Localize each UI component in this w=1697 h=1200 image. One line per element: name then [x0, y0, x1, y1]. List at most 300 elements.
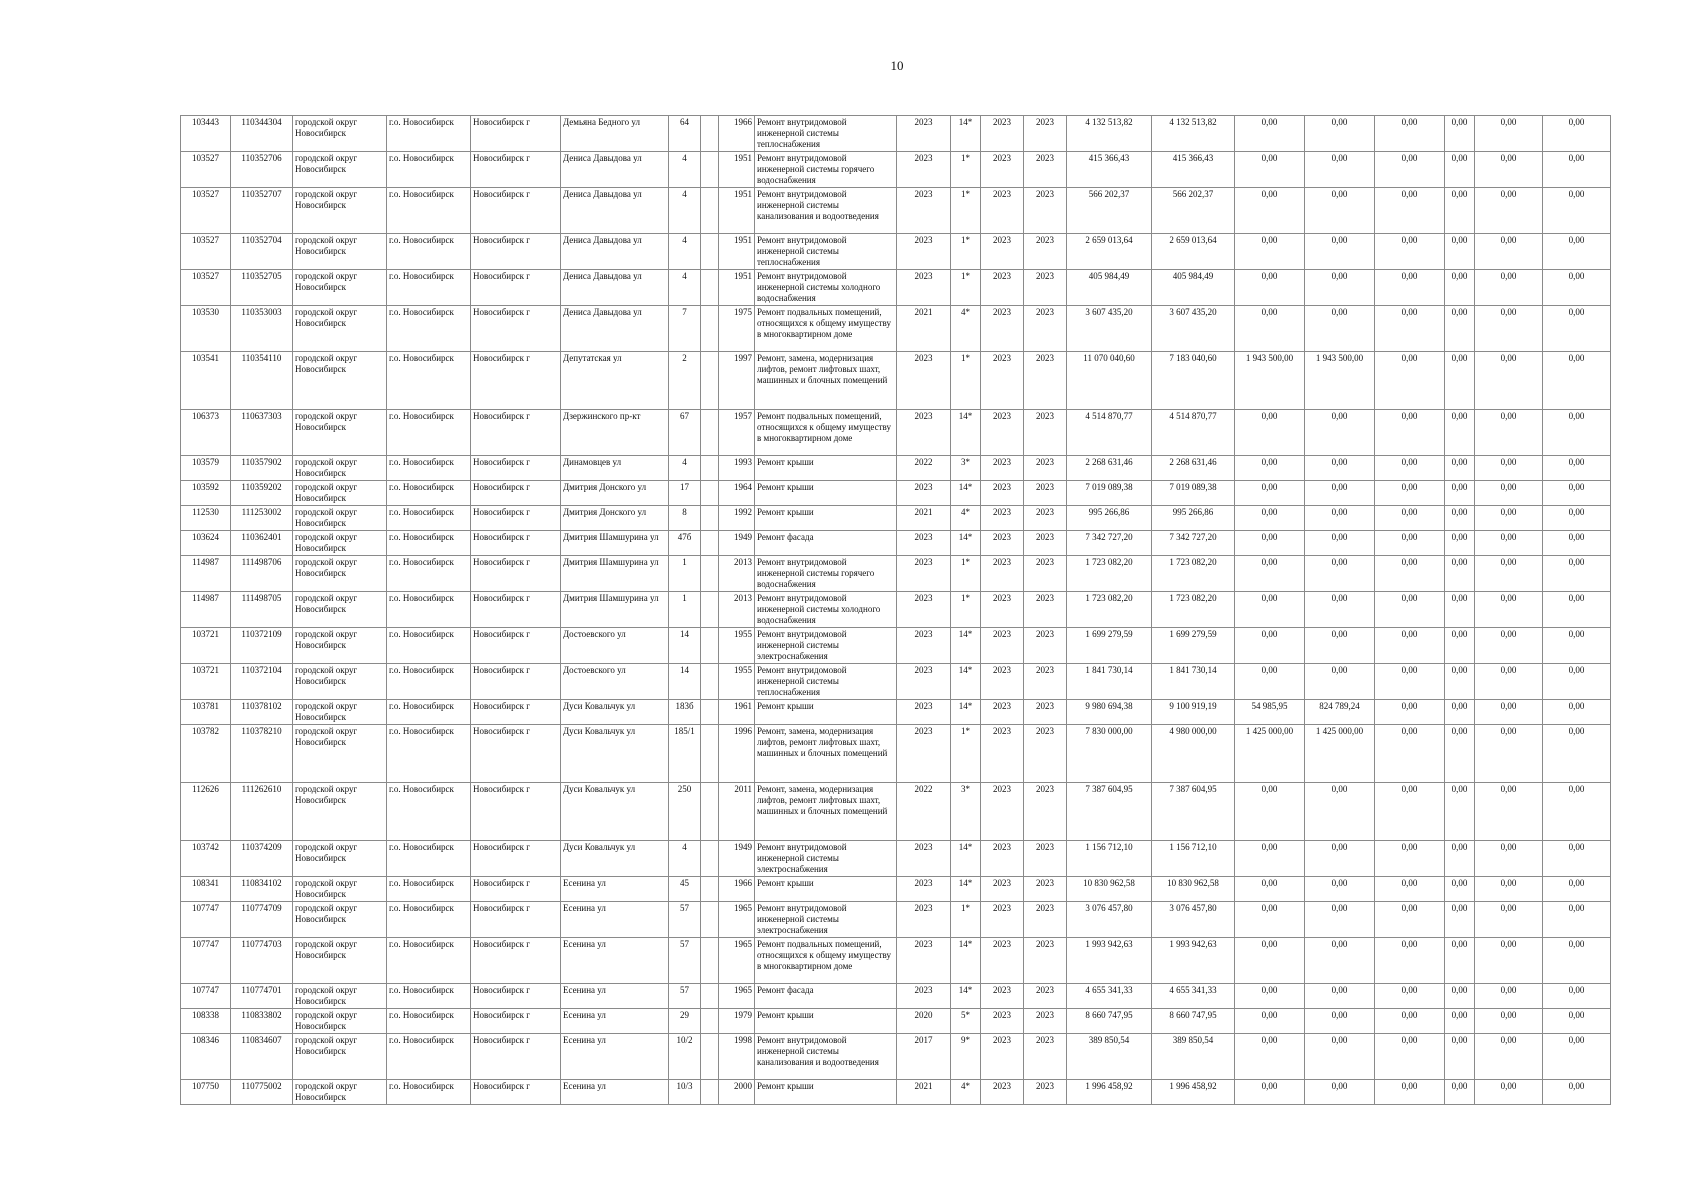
cell-fund-6: 0,00 [1543, 841, 1611, 877]
cell-total: 2 659 013,64 [1067, 234, 1152, 270]
cell-okrug: городской округ Новосибирск [293, 234, 387, 270]
cell-fund-5: 0,00 [1475, 938, 1543, 984]
cell-mark: 1* [951, 725, 981, 783]
cell-street: Есенина ул [561, 902, 669, 938]
cell-street: Есенина ул [561, 1080, 669, 1105]
cell-fund-3: 0,00 [1375, 234, 1445, 270]
cell-mark: 14* [951, 841, 981, 877]
cell-year-start: 2023 [981, 531, 1024, 556]
cell-fund-2: 0,00 [1305, 1034, 1375, 1080]
cell-extra [701, 700, 719, 725]
cell-extra [701, 783, 719, 841]
cell-fund-5: 0,00 [1475, 152, 1543, 188]
cell-house: 8 [669, 506, 701, 531]
cell-code: 110352706 [231, 152, 293, 188]
cell-city: Новосибирск г [471, 592, 561, 628]
cell-fund-4: 0,00 [1445, 531, 1475, 556]
cell-year: 2011 [719, 783, 755, 841]
cell-fund-1: 0,00 [1235, 628, 1305, 664]
cell-total: 1 156 712,10 [1067, 841, 1152, 877]
cell-fund-4: 0,00 [1445, 506, 1475, 531]
cell-house: 29 [669, 1009, 701, 1034]
cell-fund-1: 0,00 [1235, 1009, 1305, 1034]
cell-extra [701, 628, 719, 664]
cell-id: 103742 [181, 841, 231, 877]
cell-code: 110352705 [231, 270, 293, 306]
table-row [181, 188, 1611, 234]
cell-plan: 2021 [897, 506, 951, 531]
cell-street: Депутатская ул [561, 352, 669, 410]
repair-registry-table [180, 115, 1611, 1105]
cell-code: 110352704 [231, 234, 293, 270]
cell-house: 185/1 [669, 725, 701, 783]
cell-fund: 389 850,54 [1152, 1034, 1235, 1080]
cell-street: Дуси Ковальчук ул [561, 841, 669, 877]
cell-fund-2: 0,00 [1305, 938, 1375, 984]
cell-work: Ремонт, замена, модернизация лифтов, ремонт лифтовых шахт, машинных и блочных помещений [755, 783, 897, 841]
cell-go: г.о. Новосибирск [387, 188, 471, 234]
cell-go: г.о. Новосибирск [387, 1080, 471, 1105]
cell-total: 389 850,54 [1067, 1034, 1152, 1080]
cell-city: Новосибирск г [471, 152, 561, 188]
table-row [181, 456, 1611, 481]
cell-fund-1: 1 425 000,00 [1235, 725, 1305, 783]
cell-year-end: 2023 [1024, 664, 1067, 700]
cell-mark: 14* [951, 938, 981, 984]
cell-fund-2: 1 425 000,00 [1305, 725, 1375, 783]
cell-fund-4: 0,00 [1445, 306, 1475, 352]
cell-fund-5: 0,00 [1475, 664, 1543, 700]
cell-year-start: 2023 [981, 938, 1024, 984]
cell-work: Ремонт внутридомовой инженерной системы холодного водоснабжения [755, 270, 897, 306]
table-row [181, 410, 1611, 456]
table-row [181, 152, 1611, 188]
cell-plan: 2023 [897, 410, 951, 456]
cell-id: 112530 [181, 506, 231, 531]
cell-fund-5: 0,00 [1475, 877, 1543, 902]
cell-total: 415 366,43 [1067, 152, 1152, 188]
cell-code: 110359202 [231, 481, 293, 506]
cell-fund-6: 0,00 [1543, 116, 1611, 152]
cell-work: Ремонт крыши [755, 700, 897, 725]
cell-extra [701, 902, 719, 938]
cell-house: 64 [669, 116, 701, 152]
cell-fund-3: 0,00 [1375, 270, 1445, 306]
cell-id: 103624 [181, 531, 231, 556]
cell-fund: 405 984,49 [1152, 270, 1235, 306]
cell-year-start: 2023 [981, 877, 1024, 902]
cell-mark: 14* [951, 664, 981, 700]
cell-fund-5: 0,00 [1475, 234, 1543, 270]
cell-fund-4: 0,00 [1445, 410, 1475, 456]
cell-year: 1966 [719, 116, 755, 152]
cell-fund-2: 0,00 [1305, 1009, 1375, 1034]
table-row [181, 352, 1611, 410]
cell-year-start: 2023 [981, 188, 1024, 234]
cell-fund-5: 0,00 [1475, 188, 1543, 234]
cell-code: 110774703 [231, 938, 293, 984]
cell-extra [701, 410, 719, 456]
cell-fund-1: 0,00 [1235, 1034, 1305, 1080]
cell-fund-2: 824 789,24 [1305, 700, 1375, 725]
cell-year-end: 2023 [1024, 700, 1067, 725]
cell-code: 111262610 [231, 783, 293, 841]
cell-fund-3: 0,00 [1375, 664, 1445, 700]
cell-work: Ремонт крыши [755, 481, 897, 506]
cell-fund-1: 0,00 [1235, 234, 1305, 270]
cell-year: 1955 [719, 628, 755, 664]
cell-mark: 3* [951, 783, 981, 841]
table-row [181, 556, 1611, 592]
cell-work: Ремонт внутридомовой инженерной системы электроснабжения [755, 628, 897, 664]
cell-fund-3: 0,00 [1375, 352, 1445, 410]
cell-id: 108346 [181, 1034, 231, 1080]
cell-work: Ремонт внутридомовой инженерной системы теплоснабжения [755, 664, 897, 700]
cell-fund-4: 0,00 [1445, 116, 1475, 152]
cell-year-start: 2023 [981, 1034, 1024, 1080]
cell-extra [701, 116, 719, 152]
cell-year-end: 2023 [1024, 306, 1067, 352]
cell-street: Дмитрия Донского ул [561, 506, 669, 531]
cell-work: Ремонт внутридомовой инженерной системы горячего водоснабжения [755, 556, 897, 592]
cell-id: 107747 [181, 984, 231, 1009]
cell-okrug: городской округ Новосибирск [293, 592, 387, 628]
cell-code: 110834102 [231, 877, 293, 902]
cell-work: Ремонт крыши [755, 506, 897, 531]
cell-street: Дмитрия Шамшурина ул [561, 556, 669, 592]
cell-street: Дениса Давыдова ул [561, 270, 669, 306]
cell-total: 1 996 458,92 [1067, 1080, 1152, 1105]
table-row [181, 592, 1611, 628]
cell-house: 14 [669, 664, 701, 700]
cell-year: 1951 [719, 234, 755, 270]
table-row [181, 628, 1611, 664]
table-row [181, 1009, 1611, 1034]
cell-code: 110834607 [231, 1034, 293, 1080]
cell-okrug: городской округ Новосибирск [293, 152, 387, 188]
cell-extra [701, 152, 719, 188]
cell-mark: 5* [951, 1009, 981, 1034]
cell-street: Есенина ул [561, 877, 669, 902]
cell-year-start: 2023 [981, 306, 1024, 352]
cell-city: Новосибирск г [471, 902, 561, 938]
cell-total: 7 342 727,20 [1067, 531, 1152, 556]
cell-fund-3: 0,00 [1375, 1080, 1445, 1105]
cell-id: 108338 [181, 1009, 231, 1034]
cell-code: 111498705 [231, 592, 293, 628]
cell-okrug: городской округ Новосибирск [293, 556, 387, 592]
cell-extra [701, 938, 719, 984]
cell-fund-3: 0,00 [1375, 456, 1445, 481]
cell-city: Новосибирск г [471, 1009, 561, 1034]
cell-fund-3: 0,00 [1375, 841, 1445, 877]
cell-plan: 2021 [897, 1080, 951, 1105]
cell-city: Новосибирск г [471, 352, 561, 410]
cell-okrug: городской округ Новосибирск [293, 481, 387, 506]
cell-go: г.о. Новосибирск [387, 270, 471, 306]
cell-fund-6: 0,00 [1543, 456, 1611, 481]
cell-year-start: 2023 [981, 1080, 1024, 1105]
cell-year: 1965 [719, 902, 755, 938]
cell-year-start: 2023 [981, 152, 1024, 188]
cell-fund-4: 0,00 [1445, 628, 1475, 664]
cell-year-end: 2023 [1024, 877, 1067, 902]
cell-extra [701, 456, 719, 481]
cell-go: г.о. Новосибирск [387, 352, 471, 410]
cell-fund-2: 0,00 [1305, 456, 1375, 481]
cell-year-start: 2023 [981, 664, 1024, 700]
cell-fund-1: 0,00 [1235, 877, 1305, 902]
cell-code: 110775002 [231, 1080, 293, 1105]
cell-code: 110774701 [231, 984, 293, 1009]
cell-fund: 415 366,43 [1152, 152, 1235, 188]
table-row [181, 506, 1611, 531]
cell-year: 1997 [719, 352, 755, 410]
cell-fund-6: 0,00 [1543, 700, 1611, 725]
cell-fund-6: 0,00 [1543, 234, 1611, 270]
cell-city: Новосибирск г [471, 270, 561, 306]
cell-year-start: 2023 [981, 700, 1024, 725]
cell-fund-4: 0,00 [1445, 664, 1475, 700]
page-number: 10 [890, 58, 904, 73]
cell-plan: 2023 [897, 877, 951, 902]
cell-extra [701, 1009, 719, 1034]
cell-id: 112626 [181, 783, 231, 841]
cell-okrug: городской округ Новосибирск [293, 700, 387, 725]
cell-okrug: городской округ Новосибирск [293, 456, 387, 481]
cell-fund-6: 0,00 [1543, 306, 1611, 352]
cell-house: 47б [669, 531, 701, 556]
cell-fund-3: 0,00 [1375, 628, 1445, 664]
cell-year-end: 2023 [1024, 1080, 1067, 1105]
table-row [181, 306, 1611, 352]
cell-fund-5: 0,00 [1475, 592, 1543, 628]
cell-extra [701, 1034, 719, 1080]
cell-go: г.о. Новосибирск [387, 506, 471, 531]
cell-id: 103781 [181, 700, 231, 725]
cell-year-start: 2023 [981, 902, 1024, 938]
cell-extra [701, 270, 719, 306]
cell-fund-1: 0,00 [1235, 306, 1305, 352]
cell-mark: 4* [951, 1080, 981, 1105]
cell-fund-3: 0,00 [1375, 306, 1445, 352]
cell-work: Ремонт внутридомовой инженерной системы холодного водоснабжения [755, 592, 897, 628]
cell-fund-2: 0,00 [1305, 877, 1375, 902]
cell-fund-2: 0,00 [1305, 556, 1375, 592]
cell-fund-1: 0,00 [1235, 481, 1305, 506]
cell-okrug: городской округ Новосибирск [293, 306, 387, 352]
cell-fund-6: 0,00 [1543, 531, 1611, 556]
cell-extra [701, 506, 719, 531]
cell-fund-6: 0,00 [1543, 783, 1611, 841]
cell-plan: 2023 [897, 725, 951, 783]
cell-fund-4: 0,00 [1445, 984, 1475, 1009]
cell-fund-4: 0,00 [1445, 700, 1475, 725]
table-row [181, 783, 1611, 841]
cell-plan: 2023 [897, 188, 951, 234]
cell-work: Ремонт фасада [755, 531, 897, 556]
cell-id: 103721 [181, 628, 231, 664]
cell-go: г.о. Новосибирск [387, 410, 471, 456]
cell-fund-4: 0,00 [1445, 556, 1475, 592]
cell-okrug: городской округ Новосибирск [293, 506, 387, 531]
cell-go: г.о. Новосибирск [387, 531, 471, 556]
cell-fund-3: 0,00 [1375, 783, 1445, 841]
cell-fund-2: 0,00 [1305, 664, 1375, 700]
cell-okrug: городской округ Новосибирск [293, 725, 387, 783]
cell-id: 103443 [181, 116, 231, 152]
cell-id: 103527 [181, 152, 231, 188]
cell-house: 10/3 [669, 1080, 701, 1105]
cell-fund-1: 0,00 [1235, 506, 1305, 531]
cell-fund-6: 0,00 [1543, 1009, 1611, 1034]
cell-okrug: городской округ Новосибирск [293, 984, 387, 1009]
cell-fund-6: 0,00 [1543, 506, 1611, 531]
cell-work: Ремонт внутридомовой инженерной системы теплоснабжения [755, 234, 897, 270]
cell-id: 103530 [181, 306, 231, 352]
cell-work: Ремонт фасада [755, 984, 897, 1009]
cell-fund: 4 655 341,33 [1152, 984, 1235, 1009]
cell-fund-1: 54 985,95 [1235, 700, 1305, 725]
cell-city: Новосибирск г [471, 410, 561, 456]
cell-street: Дуси Ковальчук ул [561, 783, 669, 841]
cell-total: 10 830 962,58 [1067, 877, 1152, 902]
cell-go: г.о. Новосибирск [387, 1009, 471, 1034]
cell-fund-2: 0,00 [1305, 270, 1375, 306]
cell-year-end: 2023 [1024, 456, 1067, 481]
cell-fund-6: 0,00 [1543, 1080, 1611, 1105]
cell-fund-6: 0,00 [1543, 352, 1611, 410]
cell-year-end: 2023 [1024, 783, 1067, 841]
cell-fund-2: 0,00 [1305, 1080, 1375, 1105]
cell-year: 1979 [719, 1009, 755, 1034]
cell-code: 110372109 [231, 628, 293, 664]
cell-house: 57 [669, 902, 701, 938]
cell-code: 110372104 [231, 664, 293, 700]
cell-extra [701, 234, 719, 270]
cell-house: 4 [669, 188, 701, 234]
cell-fund-1: 0,00 [1235, 270, 1305, 306]
cell-code: 110378102 [231, 700, 293, 725]
cell-total: 4 655 341,33 [1067, 984, 1152, 1009]
table-row [181, 725, 1611, 783]
cell-fund-3: 0,00 [1375, 1034, 1445, 1080]
cell-year-start: 2023 [981, 628, 1024, 664]
cell-extra [701, 725, 719, 783]
cell-fund: 566 202,37 [1152, 188, 1235, 234]
cell-fund-4: 0,00 [1445, 1034, 1475, 1080]
cell-street: Дмитрия Донского ул [561, 481, 669, 506]
table-row [181, 234, 1611, 270]
cell-fund-2: 0,00 [1305, 116, 1375, 152]
cell-fund: 2 659 013,64 [1152, 234, 1235, 270]
cell-house: 4 [669, 456, 701, 481]
cell-fund-4: 0,00 [1445, 456, 1475, 481]
cell-code: 110354110 [231, 352, 293, 410]
cell-id: 107750 [181, 1080, 231, 1105]
cell-year-start: 2023 [981, 352, 1024, 410]
cell-city: Новосибирск г [471, 1080, 561, 1105]
cell-fund: 4 514 870,77 [1152, 410, 1235, 456]
cell-year-start: 2023 [981, 1009, 1024, 1034]
cell-fund: 1 996 458,92 [1152, 1080, 1235, 1105]
cell-work: Ремонт подвальных помещений, относящихся к общему имуществу в многоквартирном доме [755, 938, 897, 984]
cell-fund-2: 0,00 [1305, 410, 1375, 456]
cell-year-end: 2023 [1024, 352, 1067, 410]
cell-city: Новосибирск г [471, 506, 561, 531]
cell-fund-3: 0,00 [1375, 481, 1445, 506]
cell-go: г.о. Новосибирск [387, 592, 471, 628]
cell-go: г.о. Новосибирск [387, 664, 471, 700]
cell-fund-1: 0,00 [1235, 152, 1305, 188]
cell-fund: 1 156 712,10 [1152, 841, 1235, 877]
cell-city: Новосибирск г [471, 984, 561, 1009]
cell-fund-1: 0,00 [1235, 188, 1305, 234]
cell-okrug: городской округ Новосибирск [293, 1009, 387, 1034]
cell-go: г.о. Новосибирск [387, 938, 471, 984]
cell-go: г.о. Новосибирск [387, 306, 471, 352]
cell-fund-2: 0,00 [1305, 152, 1375, 188]
cell-city: Новосибирск г [471, 188, 561, 234]
cell-street: Есенина ул [561, 984, 669, 1009]
cell-year-start: 2023 [981, 725, 1024, 783]
cell-fund: 1 723 082,20 [1152, 556, 1235, 592]
cell-fund-3: 0,00 [1375, 531, 1445, 556]
cell-fund-2: 0,00 [1305, 234, 1375, 270]
cell-go: г.о. Новосибирск [387, 481, 471, 506]
cell-fund: 9 100 919,19 [1152, 700, 1235, 725]
cell-year-end: 2023 [1024, 938, 1067, 984]
cell-id: 103782 [181, 725, 231, 783]
cell-total: 3 607 435,20 [1067, 306, 1152, 352]
cell-year: 1966 [719, 877, 755, 902]
cell-fund-5: 0,00 [1475, 481, 1543, 506]
table-row [181, 664, 1611, 700]
cell-go: г.о. Новосибирск [387, 152, 471, 188]
cell-mark: 9* [951, 1034, 981, 1080]
cell-extra [701, 664, 719, 700]
cell-fund-5: 0,00 [1475, 841, 1543, 877]
cell-go: г.о. Новосибирск [387, 234, 471, 270]
cell-fund: 1 993 942,63 [1152, 938, 1235, 984]
cell-fund-2: 0,00 [1305, 841, 1375, 877]
cell-year: 1998 [719, 1034, 755, 1080]
cell-okrug: городской округ Новосибирск [293, 664, 387, 700]
cell-house: 4 [669, 152, 701, 188]
cell-id: 103527 [181, 234, 231, 270]
cell-go: г.о. Новосибирск [387, 877, 471, 902]
cell-year: 1949 [719, 841, 755, 877]
cell-city: Новосибирск г [471, 938, 561, 984]
table-row [181, 700, 1611, 725]
cell-year-end: 2023 [1024, 152, 1067, 188]
cell-city: Новосибирск г [471, 531, 561, 556]
cell-city: Новосибирск г [471, 234, 561, 270]
cell-work: Ремонт подвальных помещений, относящихся к общему имуществу в многоквартирном доме [755, 306, 897, 352]
cell-year-end: 2023 [1024, 628, 1067, 664]
cell-house: 57 [669, 938, 701, 984]
cell-extra [701, 352, 719, 410]
cell-total: 1 699 279,59 [1067, 628, 1152, 664]
cell-fund-4: 0,00 [1445, 1080, 1475, 1105]
cell-okrug: городской округ Новосибирск [293, 783, 387, 841]
cell-year-start: 2023 [981, 116, 1024, 152]
cell-fund: 995 266,86 [1152, 506, 1235, 531]
cell-okrug: городской округ Новосибирск [293, 270, 387, 306]
cell-mark: 1* [951, 902, 981, 938]
cell-street: Достоевского ул [561, 664, 669, 700]
cell-fund: 7 387 604,95 [1152, 783, 1235, 841]
